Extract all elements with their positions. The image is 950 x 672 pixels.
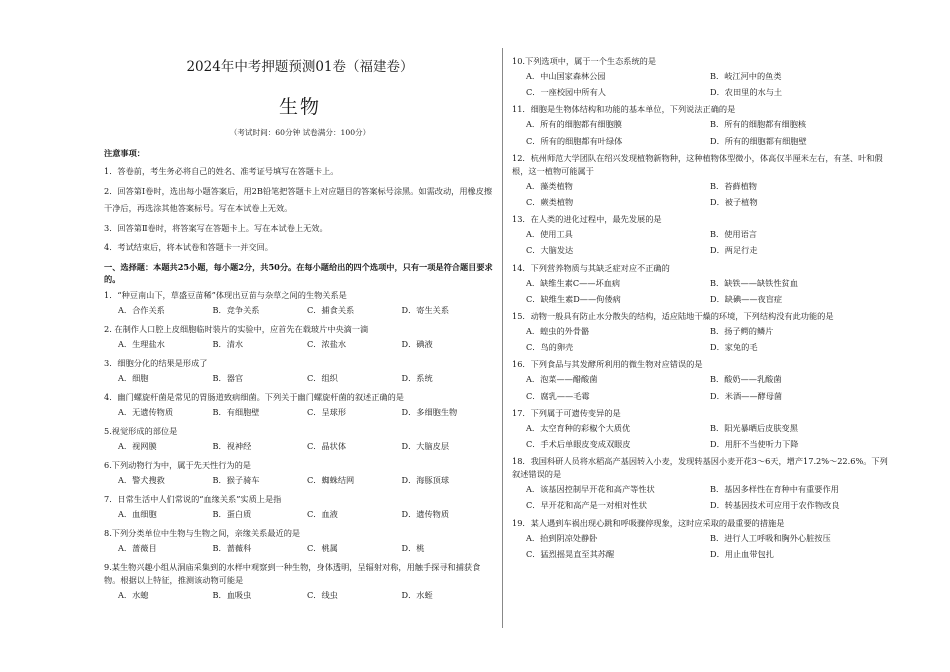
answer-option: D．桃 [401, 542, 425, 553]
answer-option: A．蔷薇目 [118, 542, 157, 553]
option-list [512, 530, 894, 562]
answer-option: A．合作关系 [118, 304, 165, 315]
answer-option: D．转基因技术可应用于农作物改良 [710, 500, 840, 511]
question [512, 103, 894, 148]
question-stem: 15．动物一般具有防止水分散失的结构，适应陆地干燥的环境，下列结构没有此功能的是 [512, 311, 834, 322]
answer-option: D．两足行走 [710, 245, 758, 256]
answer-option: A．水螅 [118, 589, 149, 600]
option-list [512, 68, 894, 100]
answer-option: A．细胞 [118, 372, 149, 383]
option-list [512, 323, 894, 355]
answer-option: D．海豚顶球 [401, 474, 450, 485]
answer-option: D．用止血带包扎 [710, 548, 774, 559]
option-list [512, 371, 894, 403]
option-list [104, 587, 496, 604]
question-stem: 19．某人遇到车祸出现心跳和呼吸骤停现象，这时应采取的最重要的措施是 [512, 517, 785, 528]
question [104, 493, 496, 523]
answer-option: B．基因多样性在育种中有重要作用 [710, 484, 839, 495]
answer-option: B．血吸虫 [212, 589, 252, 600]
option-list [512, 116, 894, 148]
option-list [512, 275, 894, 307]
answer-option: B．视神经 [212, 440, 252, 451]
option-list [104, 302, 496, 319]
answer-option: D．家兔的毛 [710, 342, 758, 353]
answer-option: C．呈球形 [307, 406, 347, 417]
answer-option: D．缺碘——夜盲症 [710, 293, 783, 304]
question [512, 407, 894, 452]
answer-option: B．竞争关系 [212, 304, 260, 315]
question [104, 323, 496, 353]
question [104, 527, 496, 557]
notice-item: 1．答卷前，考生务必将自己的姓名、准考证号填写在答题卡上。 [104, 166, 339, 176]
answer-option: C．腐乳——毛霉 [526, 390, 590, 401]
answer-option: A．使用工具 [526, 229, 573, 240]
answer-option: D．米酒——酵母菌 [710, 390, 783, 401]
option-list [104, 438, 496, 455]
answer-option: C．早开花和高产是一对相对性状 [526, 500, 647, 511]
answer-option: C．所有的细胞都有叶绿体 [526, 135, 623, 146]
question-stem: 7．日常生活中人们常说的“血缘关系”实质上是指 [104, 493, 282, 504]
answer-option: D．系统 [401, 372, 433, 383]
answer-option: D．多细胞生物 [401, 406, 458, 417]
question [512, 455, 894, 513]
answer-option: C．组织 [307, 372, 338, 383]
option-list [104, 540, 496, 557]
option-list [512, 481, 894, 513]
answer-option: D．所有的细胞都有细胞壁 [710, 135, 807, 146]
exam-title: 2024年中考押题预测01卷（福建卷） [186, 59, 414, 75]
question [512, 517, 894, 562]
answer-option: B．器官 [212, 372, 244, 383]
answer-option: B．清水 [212, 338, 244, 349]
question-stem: 1．“种豆南山下，草盛豆苗稀”体现出豆苗与杂草之间的生物关系是 [104, 289, 347, 300]
answer-option: C．桃属 [307, 542, 338, 553]
option-list [104, 506, 496, 523]
right-column [512, 52, 894, 562]
answer-option: C．晶状体 [307, 440, 347, 451]
question [104, 357, 496, 387]
answer-option: A．所有的细胞都有细胞膜 [526, 119, 622, 130]
answer-option: B．进行人工呼吸和胸外心脏按压 [710, 532, 831, 543]
notice-heading: 注意事项： [104, 148, 145, 158]
answer-option: C．蜘蛛结网 [307, 474, 355, 485]
answer-option: C．一座校园中所有人 [526, 87, 606, 98]
answer-option: A．无遗传物质 [118, 406, 174, 417]
answer-option: B．所有的细胞都有细胞核 [710, 119, 807, 130]
answer-option: A．太空育种的彩椒个大质优 [526, 422, 631, 433]
option-list [104, 336, 496, 353]
option-list [512, 420, 894, 452]
option-list [512, 178, 894, 210]
answer-option: C．捕食关系 [307, 304, 355, 315]
question [512, 262, 894, 307]
question [104, 425, 496, 455]
option-list [104, 370, 496, 387]
question-stem: 10.下列选项中，属于一个生态系统的是 [512, 56, 657, 66]
answer-option: D．被子植物 [710, 197, 758, 208]
question-stem: 11．细胞是生物体结构和功能的基本单位，下列说法正确的是 [512, 104, 736, 115]
answer-option: A．该基因控制早开花和高产等性状 [526, 484, 655, 495]
answer-option: B．猴子骑车 [212, 474, 260, 485]
answer-option: A．视网膜 [118, 440, 157, 451]
answer-option: C．浓盐水 [307, 338, 347, 349]
option-list [104, 404, 496, 421]
answer-option: A．抬到阴凉处静卧 [526, 532, 598, 543]
section-heading: 一、选择题：本题共25小题，每小题2分，共50分。在每小题给出的四个选项中，只有一项是符合题目要求的。 [104, 261, 493, 284]
answer-option: D．寄生关系 [401, 304, 450, 315]
answer-option: C．血液 [307, 508, 338, 519]
question-stem: 6.下列动物行为中，属于先天性行为的是 [104, 459, 251, 470]
question-stem: 2. 在制作人口腔上皮细胞临时装片的实验中，应首先在载玻片中央滴一滴 [104, 323, 369, 334]
answer-option: C．鸟的卵壳 [526, 342, 574, 353]
question [104, 459, 496, 489]
question [512, 310, 894, 355]
answer-option: D．水蛭 [401, 589, 433, 600]
question-stem: 12．杭州师范大学团队在绍兴发现植物新物种，这种植物体型微小，体高仅半厘米左右，有茎、叶和假根，这一植物可能属于 [512, 152, 883, 176]
question [104, 289, 496, 319]
answer-option: B．岐江河中的鱼类 [710, 71, 782, 81]
answer-option: B．苔藓植物 [710, 180, 757, 191]
question [512, 213, 894, 258]
answer-option: D．大脑皮层 [401, 440, 450, 451]
answer-option: A．警犬搜救 [118, 474, 165, 485]
answer-option: C．手术后单眼皮变成双眼皮 [526, 439, 631, 450]
notice-item: 3．回答第Ⅱ卷时，将答案写在答题卡上。写在本试卷上无效。 [104, 222, 328, 233]
answer-option: B．有细胞壁 [212, 406, 260, 417]
question-stem: 14．下列营养物质与其缺乏症对应不正确的 [512, 262, 670, 273]
right-question-list [512, 55, 894, 562]
answer-option: C．大脑发达 [526, 245, 574, 256]
option-list [512, 226, 894, 258]
answer-option: A．血细胞 [118, 508, 157, 519]
answer-option: A．蝗虫的外骨骼 [526, 326, 590, 337]
answer-option: B．扬子鳄的鳞片 [710, 326, 774, 337]
question [512, 358, 894, 403]
question-stem: 18．我国科研人员将水稻高产基因转入小麦，发现转基因小麦开花3～6天，增产17.2%～22.6%。下列叙述错误的是 [512, 456, 888, 480]
answer-option: A．泡菜——醋酸菌 [526, 374, 598, 385]
answer-option: B．缺铁——缺铁性贫血 [710, 277, 798, 288]
answer-option: C．蕨类植物 [526, 197, 574, 208]
option-list [104, 472, 496, 489]
question-stem: 17．下列属于可遗传变异的是 [512, 407, 621, 418]
question-stem: 5.视觉形成的部位是 [104, 425, 178, 436]
answer-option: B．使用语言 [710, 229, 757, 240]
question-stem: 9.某生物兴趣小组从洞庙采集到的水样中观察到一种生物，身体透明，呈辐射对称，用触手探寻和捕获食物。根据以上特征，推测该动物可能是 [104, 561, 481, 585]
question [104, 561, 496, 604]
answer-option: A．中山国家森林公园 [526, 71, 606, 81]
answer-option: C．缺维生素D——佝偻病 [526, 293, 621, 304]
left-column [104, 52, 496, 604]
answer-option: D．农田里的水与土 [710, 87, 783, 98]
question-stem: 3．细胞分化的结果是形成了 [104, 357, 208, 368]
question [512, 152, 894, 210]
answer-option: B．蔷薇科 [212, 542, 252, 553]
question-stem: 13．在人类的进化过程中，最先发展的是 [512, 214, 662, 225]
notice-item: 4．考试结束后，将本试卷和答题卡一并交回。 [104, 242, 273, 252]
answer-option: B．酸奶——乳酸菌 [710, 374, 782, 385]
answer-option: C．线虫 [307, 589, 338, 600]
left-question-list [104, 289, 496, 604]
question [104, 391, 496, 421]
exam-meta: （考试时间：60分钟 试卷满分：100分） [229, 128, 371, 137]
answer-option: D．用肝不当使听力下降 [710, 439, 799, 450]
answer-option: A．藻类植物 [526, 180, 573, 191]
notice-item: 2．回答第Ⅰ卷时，选出每小题答案后，用2B铅笔把答题卡上对应题目的答案标号涂黑。如需改动，用橡皮擦干净后，再选涂其他答案标号。写在本试卷上无效。 [104, 185, 493, 213]
answer-option: C．猛烈摇晃直至其苏醒 [526, 548, 615, 559]
answer-option: A．生理盐水 [118, 338, 165, 349]
answer-option: A．缺维生素C——坏血病 [526, 277, 621, 288]
question [512, 55, 894, 100]
answer-option: B．阳光暴晒后皮肤变黑 [710, 422, 798, 433]
answer-option: D．碘液 [401, 338, 433, 349]
question-stem: 16．下列食品与其发酵所利用的微生物对应错误的是 [512, 359, 703, 370]
answer-option: D．遗传物质 [401, 508, 450, 519]
answer-option: B．蛋白质 [212, 508, 252, 519]
question-stem: 4．幽门螺旋杆菌是常见的胃肠道致病细菌。下列关于幽门螺旋杆菌的叙述正确的是 [104, 391, 404, 402]
subject-title: 生物 [278, 96, 321, 118]
column-divider [502, 48, 503, 628]
question-stem: 8.下列分类单位中生物与生物之间，亲缘关系最近的是 [104, 527, 301, 538]
